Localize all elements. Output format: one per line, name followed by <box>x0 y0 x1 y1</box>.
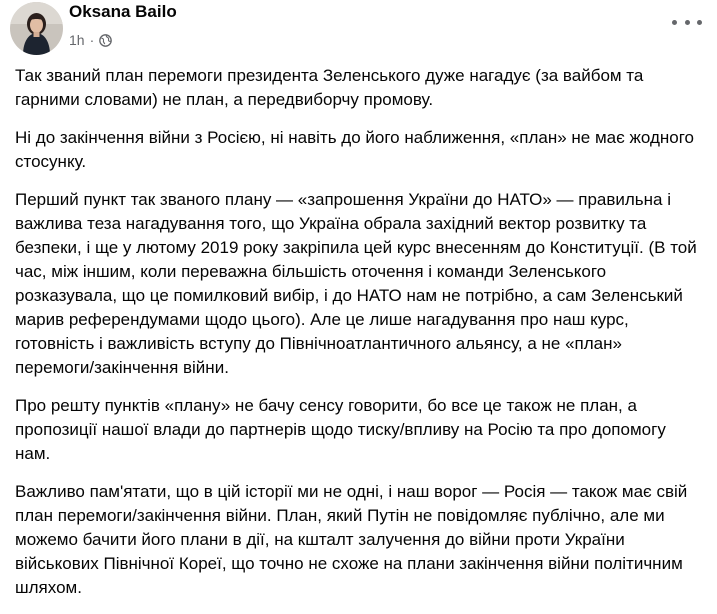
more-horizontal-icon <box>685 20 690 25</box>
more-horizontal-icon <box>672 20 677 25</box>
post-paragraph: Про решту пунктів «плану» не бачу сенсу говорити, бо все це також не план, а пропозиції нашої влади до партнерів щодо тиску/впливу на Росію та про допомогу нам. <box>15 396 666 463</box>
post-text <box>15 64 705 614</box>
post-meta <box>69 30 112 50</box>
post-paragraph: Перший пункт так званого плану — «запрошення України до НАТО» — правильна і важлива теза нагадування того, що Україна обрала західний вектор розвитку та безпеки, і ще у лютому 2019 року закріпила цей курс внесенням до Конституції. (В той час, між іншим, коли переважна більшість оточення і команди Зеленського розказувала, що це помилковий вибір, і до НАТО нам не потрібно, а сам Зеленський марив референдумами щодо цього). Але це лише нагадування про наш курс, готовність і важливість вступу до Північноатлантичного альянсу, а не «план» перемоги/закінчення війни. <box>15 190 697 377</box>
author-name[interactable]: Oksana Bailo <box>69 2 177 21</box>
more-options-button[interactable] <box>672 14 702 30</box>
post-header <box>10 2 717 58</box>
post-paragraph: Ні до закінчення війни з Росією, ні навіть до його наближення, «план» не має жодного стосунку. <box>15 128 695 171</box>
more-horizontal-icon <box>697 20 702 25</box>
avatar-image <box>10 2 63 55</box>
post-paragraph: Так званий план перемоги президента Зеленського дуже нагадує (за вайбом та гарними словами) не план, а передвиборчу промову. <box>15 66 644 109</box>
avatar[interactable] <box>10 2 63 55</box>
post-paragraph: Важливо пам'ятати, що в цій історії ми не одні, і наш ворог — Росія — також має свій план перемоги/закінчення війни. План, який Путін не повідомляє публічно, але ми можемо бачити його плани в дії, на кшталт залучення до війни проти України військових Північної Кореї, що точно не схоже на плани закінчення війни політичним шляхом. <box>15 482 688 597</box>
post-timestamp[interactable]: 1h <box>69 32 85 48</box>
meta-separator: · <box>89 32 95 48</box>
globe-icon[interactable] <box>99 34 112 47</box>
